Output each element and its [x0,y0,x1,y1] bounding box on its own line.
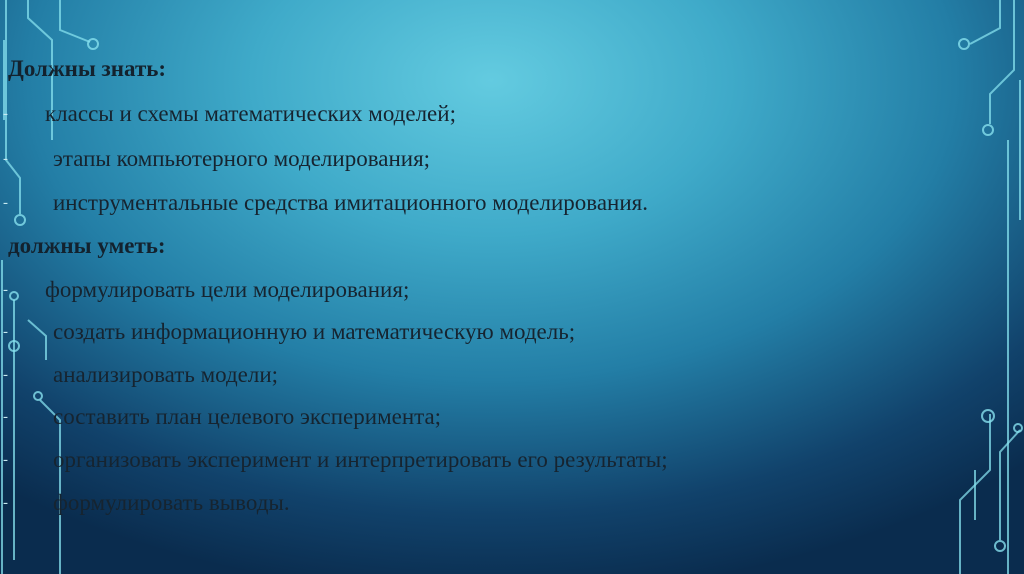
know-item-2: этапы компьютерного моделирования; [53,146,431,171]
can-item-2: создать информационную и математическую модель; [53,319,576,344]
bullet-dash: - [3,106,8,122]
bullet-dash: - [3,282,8,298]
can-item-6: формулировать выводы. [53,490,290,515]
can-item-1: формулировать цели моделирования; [45,277,410,302]
can-heading: должны уметь: [8,233,166,258]
bullet-dash: - [3,151,8,167]
know-heading: Должны знать: [8,56,167,81]
bullet-dash: - [3,409,8,425]
know-item-1: классы и схемы математических моделей; [45,101,456,126]
can-item-5: организовать эксперимент и интерпретировать его результаты; [53,447,668,472]
bullet-dash: - [3,324,8,340]
bullet-dash: - [3,452,8,468]
can-item-4: составить план целевого эксперимента; [53,404,442,429]
bullet-dash: - [3,367,8,383]
bullet-dash: - [3,195,8,211]
bullet-dash: - [3,495,8,511]
know-item-3: инструментальные средства имитационного моделирования. [53,190,649,215]
can-item-3: анализировать модели; [53,362,279,387]
